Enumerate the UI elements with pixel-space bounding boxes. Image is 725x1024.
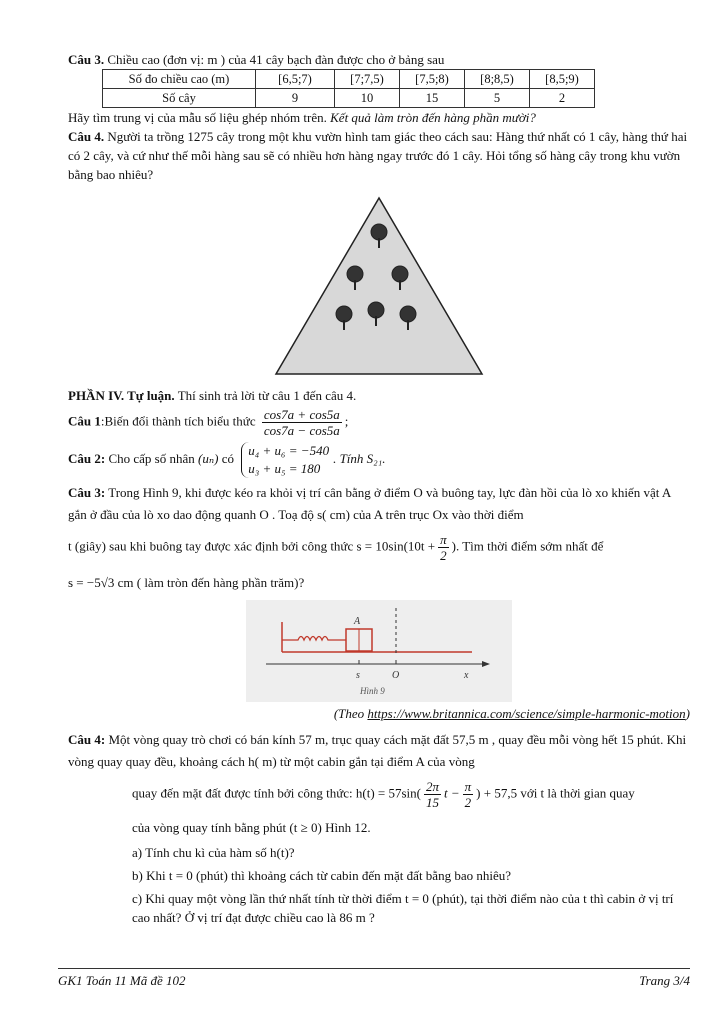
q4-text (68, 127, 690, 184)
e4-part-a: a) Tính chu kì của hàm số h(t)? (132, 845, 295, 860)
part4-subtitle: Thí sinh trả lời từ câu 1 đến câu 4. (177, 388, 357, 403)
e4-body-2: quay đến mặt đất được tính bởi công thức: h(t) = 57sin( (132, 785, 421, 801)
caption-suffix: ) (685, 706, 690, 721)
e3-label: Câu 3: (68, 485, 106, 500)
fraction-denominator: 2 (440, 548, 447, 563)
e4-part-b: b) Khi t = 0 (phút) thì khoảng cách từ cabin đến mặt đất bằng bao nhiêu? (132, 868, 511, 883)
e1-body: :Biến đổi thành tích biểu thức (100, 413, 256, 429)
q3-text (68, 50, 690, 69)
e3-body-2: t (giây) sau khi buông tay được xác định bởi công thức s = 10sin(10t + (68, 538, 436, 554)
e1-fraction (262, 407, 342, 438)
system-equation-2: u₃ + u₅ = 180 (248, 461, 321, 476)
q3-question-text: Hãy tìm trung vị của mẫu số liệu ghép nhóm trên. (68, 110, 327, 125)
e4-fraction-1 (424, 779, 441, 810)
e4-label: Câu 4: (68, 732, 106, 747)
e1-text (68, 407, 690, 438)
part4-title: PHẦN IV. Tự luận. (68, 388, 175, 403)
table-cell: [8,5;9) (530, 70, 595, 89)
e3-formula-line (68, 532, 690, 563)
q4-label: Câu 4. (68, 129, 105, 144)
e2-ask: . Tính S₂₁. (333, 450, 386, 466)
fraction-denominator: 15 (425, 795, 439, 810)
page-content (68, 50, 690, 927)
e2-has: có (221, 450, 234, 466)
e4-part-c: c) Khi quay một vòng lần thứ nhất tính từ thời điểm t = 0 (phút), tại thời điểm nào của t thì cabin ở vị trí cao nhất? Ở vị trí đạt được chiều cao là 86 m ? (132, 891, 674, 925)
figure-caption (68, 704, 690, 723)
q3-question-italic: Kết quả làm tròn đến hàng phần mười? (330, 110, 536, 125)
e2-sequence: (uₙ) (198, 450, 219, 466)
e2-text (68, 442, 690, 478)
footer-page-number: Trang 3/4 (639, 973, 690, 988)
part4-heading (68, 386, 690, 405)
e3-text (68, 482, 690, 526)
e2-label: Câu 2: (68, 450, 106, 466)
axis-label-x: x (464, 670, 469, 681)
e4-text (68, 729, 690, 773)
spring-figure (246, 600, 512, 702)
e2-system (241, 442, 329, 478)
table-header-cell: Số cây (103, 89, 256, 108)
e2-body: Cho cấp số nhân (108, 450, 195, 466)
e4-body-3: ) + 57,5 với t là thời gian quay (476, 785, 635, 801)
e3-target: s = −5√3 cm ( làm tròn đến hàng phần trăm)? (68, 575, 305, 590)
table-cell: [8;8,5) (465, 70, 530, 89)
page-footer (58, 968, 690, 989)
fraction-denominator: cos7a − cos5a (263, 423, 340, 438)
frequency-table (102, 69, 595, 108)
axis-label-o: O (392, 670, 400, 681)
block-label: A (354, 616, 361, 627)
system-equation-1: u₄ + u₆ = −540 (248, 443, 330, 458)
e4-formula-line (68, 779, 690, 810)
footer-exam-code: GK1 Toán 11 Mã đề 102 (58, 973, 186, 988)
q4-body: Người ta trồng 1275 cây trong một khu vườn hình tam giác theo cách sau: Hàng thứ nhất có 1 cây, hàng thứ hai có 2 cây, và cứ như thế mỗi hàng sau sẽ có nhiều hơn hàng ngay trước đó 1 cây. Hỏi tổng số hàng cây trong khu vườn bằng bao nhiêu? (68, 129, 688, 182)
table-cell: 5 (465, 89, 530, 108)
table-cell: [6,5;7) (256, 70, 335, 89)
e3-body-1: Trong Hình 9, khi được kéo ra khỏi vị trí cân bằng ở điểm O và buông tay, lực đàn hồi của lò xo khiến vật A gắn ở đầu của lò xo dao động quanh O . Toạ độ s( cm) của A trên trục Ox vào thời điểm (68, 485, 671, 522)
e3-fraction (438, 532, 449, 563)
table-row (103, 70, 595, 89)
table-cell: [7;7,5) (335, 70, 400, 89)
table-cell: 10 (335, 89, 400, 108)
axis-label-s: s (356, 670, 360, 681)
q3-question (68, 108, 690, 127)
triangle-garden-figure (274, 196, 484, 376)
caption-prefix: (Theo (333, 706, 368, 721)
e3-body-3: ). Tìm thời điểm sớm nhất để (451, 538, 604, 554)
table-cell: 9 (256, 89, 335, 108)
q3-label: Câu 3. (68, 52, 105, 67)
table-row (103, 89, 595, 108)
fraction-numerator: π (464, 779, 472, 794)
fraction-numerator: cos7a + cos5a (263, 407, 340, 422)
e1-end: ; (344, 413, 349, 429)
table-cell: 15 (400, 89, 465, 108)
e4-body-1: Một vòng quay trò chơi có bán kính 57 m, trục quay cách mặt đất 57,5 m , quay đều mỗi vòng hết 15 phút. Khi vòng quay quay đều, khoảng cách h( m) từ một cabin gắn tại điểm A của vòng (68, 732, 687, 769)
table-cell: 2 (530, 89, 595, 108)
table-cell: [7,5;8) (400, 70, 465, 89)
q3-body: Chiều cao (đơn vị: m ) của 41 cây bạch đàn được cho ở bảng sau (107, 52, 445, 67)
fraction-denominator: 2 (464, 795, 472, 810)
e4-mid: t − (444, 785, 460, 801)
e4-body-4: của vòng quay tính bằng phút (t ≥ 0) Hình 12. (132, 820, 371, 835)
e1-label: Câu 1 (68, 413, 101, 429)
fraction-numerator: π (440, 532, 447, 547)
figure-label: Hình 9 (360, 686, 385, 696)
e4-fraction-2 (463, 779, 474, 810)
source-link[interactable]: https://www.britannica.com/science/simple-harmonic-motion (367, 706, 686, 721)
table-header-cell: Số đo chiều cao (m) (103, 70, 256, 89)
fraction-numerator: 2π (425, 779, 439, 794)
